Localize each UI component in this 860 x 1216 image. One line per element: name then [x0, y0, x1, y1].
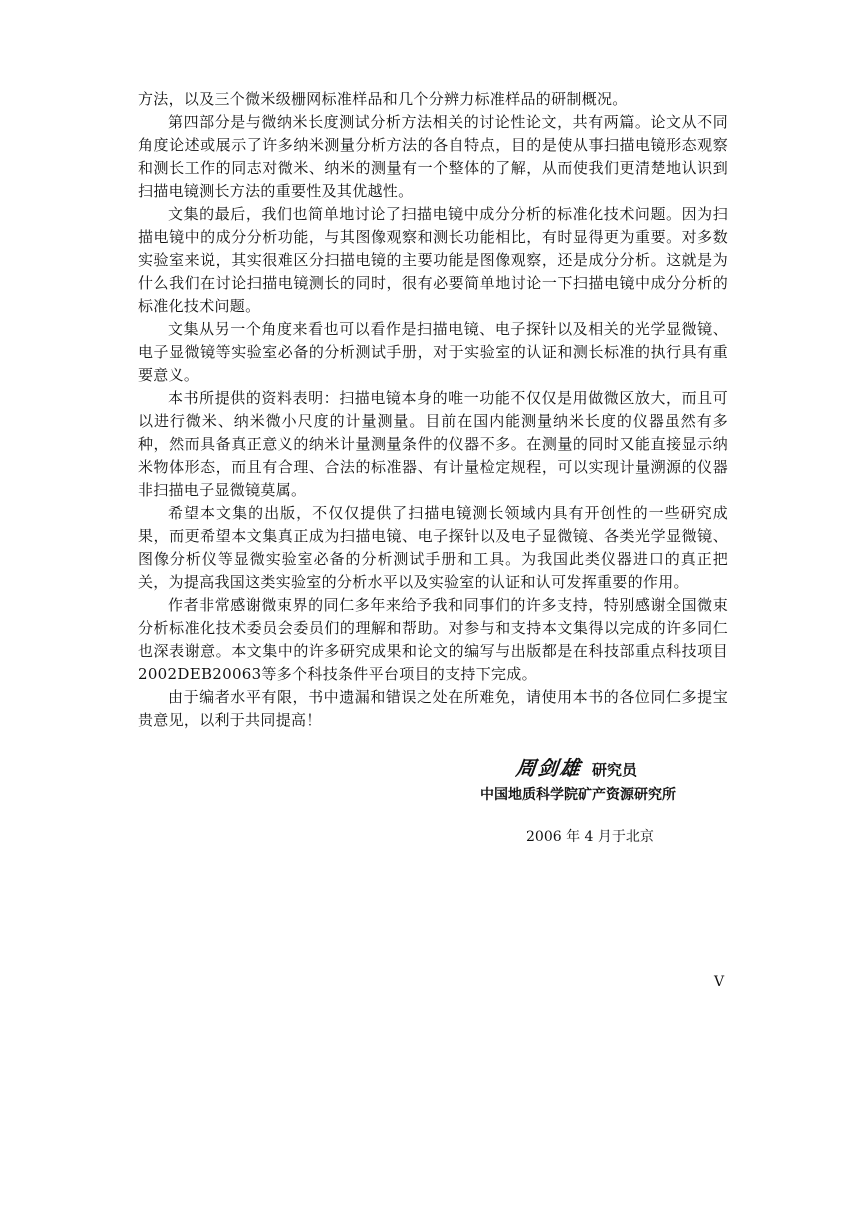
paragraph-part-four: 第四部分是与微纳米长度测试分析方法相关的讨论性论文，共有两篇。论文从不同角度论述或展示了许多纳米测量分析方法的各自特点，目的是使从事扫描电镜形态观察和测长工作的同志对微米、纳米的测量有一个整体的了解，从而使我们更清楚地认识到扫描电镜测长方法的重要性及其优越性。 [138, 113, 728, 200]
paragraph-handbook: 文集从另一个角度来看也可以看作是扫描电镜、电子探针以及相关的光学显微镜、电子显微镜等实验室必备的分析测试手册，对于实验室的认证和测长标准的执行具有重要意义。 [138, 320, 728, 384]
page-number: V [714, 974, 725, 990]
signature-block [470, 752, 730, 846]
author-name: 周剑雄 [514, 756, 584, 780]
paragraph-continuation: 方法，以及三个微米级栅网标准样品和几个分辨力标准样品的研制概况。 [138, 90, 628, 108]
signature-line [470, 752, 730, 780]
paragraph-composition-analysis: 文集的最后，我们也简单地讨论了扫描电镜中成分分析的标准化技术问题。因为扫描电镜中的成分分析功能，与其图像观察和测长功能相比，有时显得更为重要。对多数实验室来说，其实很难区分扫描电镜的主要功能是图像观察，还是成分分析。这就是为什么我们在讨论扫描电镜测长的同时，很有必要简单地讨论一下扫描电镜中成分分析的标准化技术问题。 [138, 205, 728, 315]
paragraph-closing: 由于编者水平有限，书中遗漏和错误之处在所难免，请使用本书的各位同仁多提宝贵意见，以利于共同提高！ [138, 688, 728, 729]
author-title: 研究员 [592, 761, 638, 779]
paragraph-acknowledgement: 作者非常感谢微束界的同仁多年来给予我和同事们的许多支持，特别感谢全国微束分析标准化技术委员会委员们的理解和帮助。对参与和支持本文集得以完成的许多同仁也深表谢意。本文集中的许多研究成果和论文的编写与出版都是在科技部重点科技项目2002DEB20063等多个科技条件平台项目的支持下完成。 [138, 596, 728, 683]
author-institution: 中国地质科学院矿产资源研究所 [480, 787, 676, 803]
preface-body [138, 88, 728, 732]
signature-date: 2006 年 4 月于北京 [526, 829, 654, 845]
paragraph-materials: 本书所提供的资料表明：扫描电镜本身的唯一功能不仅仅是用做微区放大，而且可以进行微米、纳米微小尺度的计量测量。目前在国内能测量纳米长度的仪器虽然有多种，然而具备真正意义的纳米计量测量条件的仪器不多。在测量的同时又能直接显示纳米物体形态，而且有合理、合法的标准器、有计量检定规程，可以实现计量溯源的仪器非扫描电子显微镜莫属。 [138, 389, 728, 499]
paragraph-hope: 希望本文集的出版，不仅仅提供了扫描电镜测长领域内具有开创性的一些研究成果，而更希望本文集真正成为扫描电镜、电子探针以及电子显微镜、各类光学显微镜、图像分析仪等显微实验室必备的分析测试手册和工具。为我国此类仪器进口的真正把关，为提高我国这类实验室的分析水平以及实验室的认证和认可发挥重要的作用。 [138, 504, 728, 591]
